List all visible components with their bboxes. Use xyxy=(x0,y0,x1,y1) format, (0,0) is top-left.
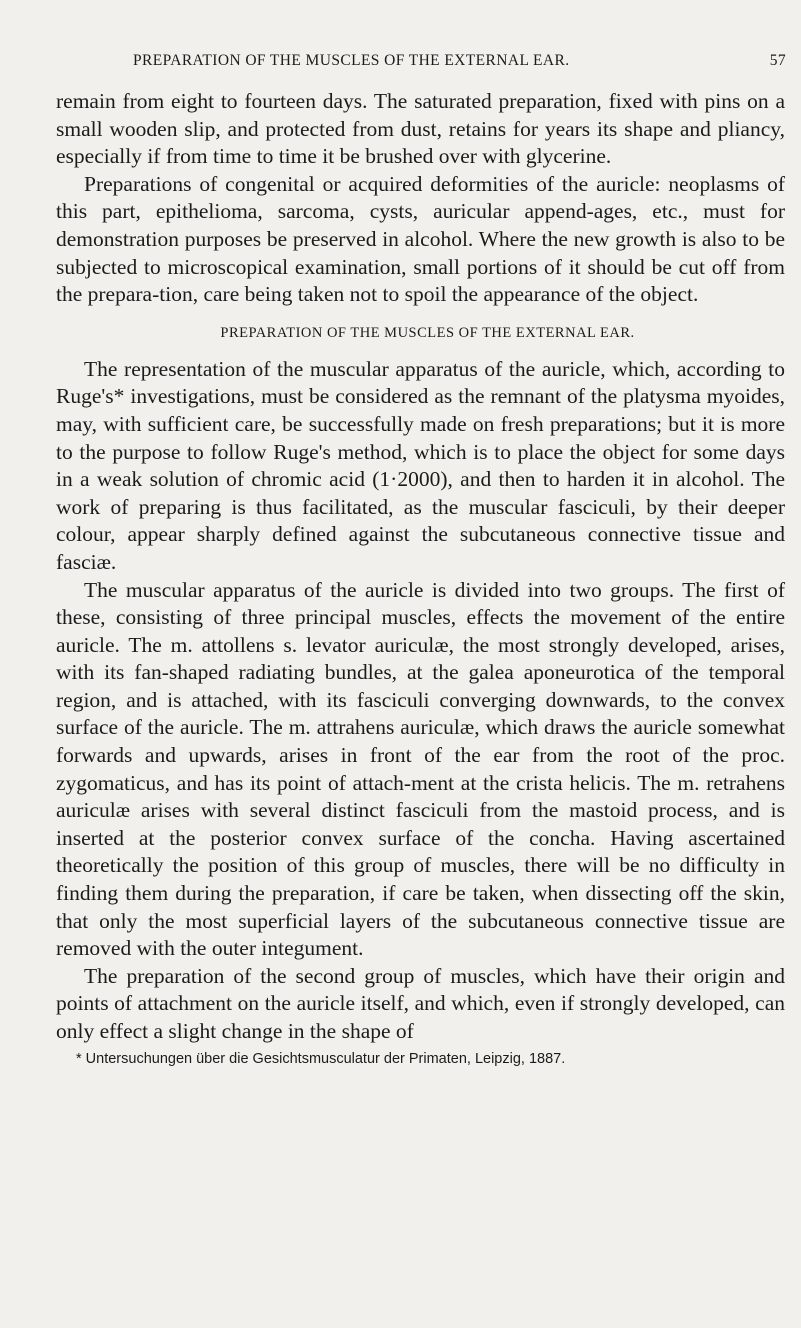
body-text xyxy=(56,88,785,1068)
paragraph: The muscular apparatus of the auricle is divided into two groups. The first of these, consisting of three principal muscles, effects the movement of the entire auricle. The m. attollens s. levator auriculæ, the most strongly developed, arises, with its fan-shaped radiating bundles, at the galea aponeurotica of the temporal region, and is attached, with its fasciculi converging downwards, to the convex surface of the auricle. The m. attrahens auriculæ, which draws the auricle somewhat forwards and upwards, arises in front of the ear from the root of the proc. zygomaticus, and has its point of attach-ment at the crista helicis. The m. retrahens auriculæ arises with several distinct fasciculi from the mastoid process, and is inserted at the posterior convex surface of the concha. Having ascertained theoretically the position of this group of muscles, there will be no difficulty in finding them during the preparation, if care be taken, when dissecting off the skin, that only the most superficial layers of the subcutaneous connective tissue are removed with the outer integument. xyxy=(56,577,785,961)
paragraph: remain from eight to fourteen days. The saturated preparation, fixed with pins on a small wooden slip, and protected from dust, retains for years its shape and pliancy, especially if from time to time it be brushed over with glycerine. xyxy=(56,89,785,169)
footnote: * Untersuchungen über die Gesichtsmusculatur der Primaten, Leipzig, 1887. xyxy=(76,1050,566,1067)
section-heading: PREPARATION OF THE MUSCLES OF THE EXTERNAL EAR. xyxy=(220,324,635,341)
paragraph: Preparations of congenital or acquired deformities of the auricle: neoplasms of this part, epithelioma, sarcoma, cysts, auricular append-ages, etc., must for demonstration purposes be preserved in alcohol. Where the new growth is also to be subjected to microscopical examination, small portions of it should be cut off from the prepara-tion, care being taken not to spoil the appearance of the object. xyxy=(56,171,785,307)
page-number: 57 xyxy=(769,52,786,69)
running-head-title: PREPARATION OF THE MUSCLES OF THE EXTERNAL EAR. xyxy=(133,52,570,69)
paragraph: The representation of the muscular apparatus of the auricle, which, according to Ruge's* investigations, must be considered as the remnant of the platysma myoides, may, with sufficient care, be successfully made on fresh preparations; but it is more to the purpose to follow Ruge's method, which is to place the object for some days in a weak solution of chromic acid (1·2000), and then to harden it in alcohol. The work of preparing is thus facilitated, as the muscular fasciculi, by their deeper colour, appear sharply defined against the subcutaneous connective tissue and fasciæ. xyxy=(56,356,785,574)
paragraph: The preparation of the second group of muscles, which have their origin and points of attachment on the auricle itself, and which, even if strongly developed, can only effect a slight change in the shape of xyxy=(56,963,785,1043)
